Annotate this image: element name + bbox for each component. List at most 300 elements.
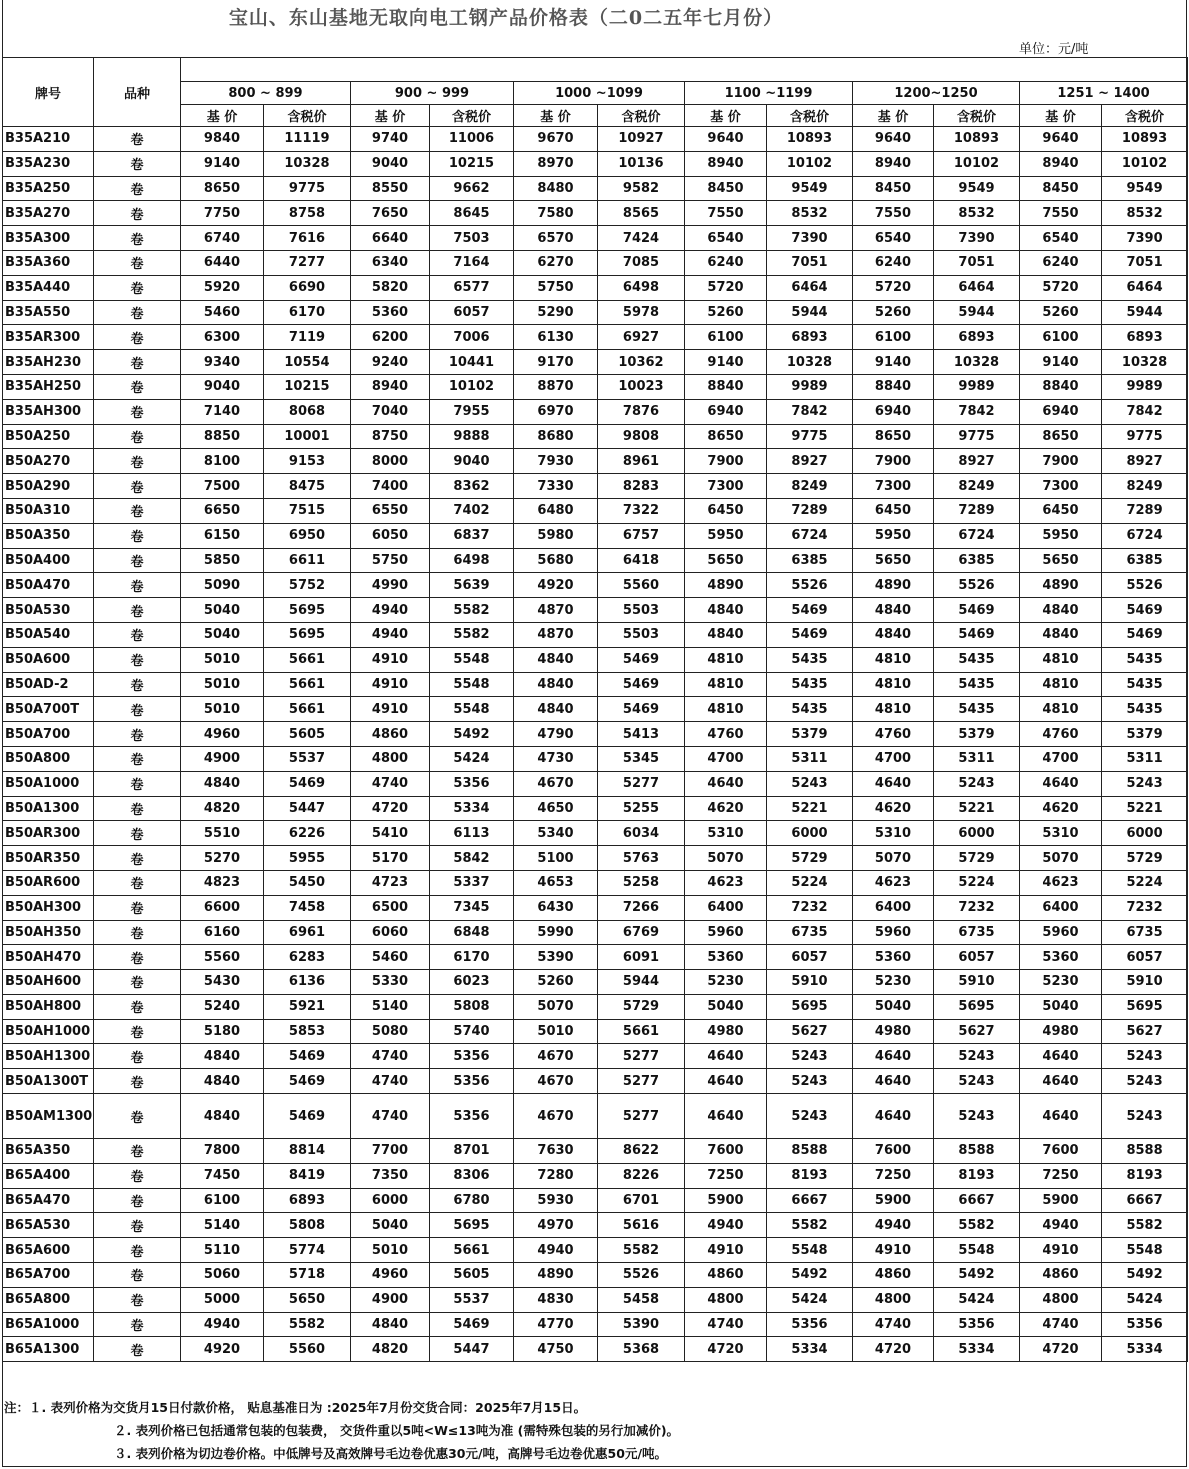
cell-brand: B35A300	[3, 226, 94, 251]
cell-tax-price: 6735	[934, 920, 1020, 945]
header-tax-price: 含税价	[598, 105, 685, 127]
cell-tax-price: 7616	[264, 226, 351, 251]
cell-tax-price: 5435	[1102, 697, 1188, 722]
cell-tax-price: 5356	[430, 1069, 514, 1094]
cell-tax-price: 5526	[934, 573, 1020, 598]
cell-tax-price: 5224	[1102, 870, 1188, 895]
cell-base-price: 4723	[351, 870, 430, 895]
table-row	[3, 1312, 1188, 1337]
cell-base-price: 5010	[181, 647, 264, 672]
cell-tax-price: 6170	[264, 300, 351, 325]
cell-base-price: 4960	[181, 722, 264, 747]
cell-base-price: 5170	[351, 846, 430, 871]
cell-base-price: 6340	[351, 250, 430, 275]
cell-base-price: 5140	[351, 994, 430, 1019]
cell-tax-price: 8645	[430, 201, 514, 226]
cell-tax-price: 5752	[264, 573, 351, 598]
cell-variety: 卷	[94, 771, 181, 796]
header-base-price: 基 价	[853, 105, 934, 127]
cell-tax-price: 6418	[598, 548, 685, 573]
header-base-price: 基 价	[514, 105, 598, 127]
table-row	[3, 250, 1188, 275]
cell-base-price: 4620	[853, 796, 934, 821]
table-row	[3, 821, 1188, 846]
cell-brand: B50A350	[3, 523, 94, 548]
cell-base-price: 5310	[685, 821, 767, 846]
cell-base-price: 5390	[514, 945, 598, 970]
cell-tax-price: 5435	[767, 647, 853, 672]
cell-variety: 卷	[94, 821, 181, 846]
cell-base-price: 4653	[514, 870, 598, 895]
cell-base-price: 6550	[351, 498, 430, 523]
cell-base-price: 6100	[685, 325, 767, 350]
table-row	[3, 1163, 1188, 1188]
header-tax-price: 含税价	[430, 105, 514, 127]
cell-base-price: 5360	[351, 300, 430, 325]
cell-base-price: 6650	[181, 498, 264, 523]
cell-tax-price: 6577	[430, 275, 514, 300]
cell-base-price: 5260	[1020, 300, 1102, 325]
cell-base-price: 7330	[514, 474, 598, 499]
cell-brand: B50AH1300	[3, 1044, 94, 1069]
table-row	[3, 1213, 1188, 1238]
cell-tax-price: 8419	[264, 1163, 351, 1188]
cell-base-price: 9640	[1020, 127, 1102, 152]
cell-base-price: 6200	[351, 325, 430, 350]
cell-base-price: 5950	[853, 523, 934, 548]
cell-tax-price: 5605	[430, 1263, 514, 1288]
header-base-price: 基 价	[351, 105, 430, 127]
cell-brand: B65A700	[3, 1263, 94, 1288]
cell-tax-price: 5435	[934, 672, 1020, 697]
cell-base-price: 5040	[181, 598, 264, 623]
cell-base-price: 9140	[181, 151, 264, 176]
cell-tax-price: 5379	[934, 722, 1020, 747]
cell-tax-price: 5616	[598, 1213, 685, 1238]
cell-tax-price: 8588	[767, 1139, 853, 1164]
cell-tax-price: 5910	[1102, 970, 1188, 995]
cell-base-price: 5680	[514, 548, 598, 573]
cell-base-price: 6540	[853, 226, 934, 251]
cell-tax-price: 5469	[767, 598, 853, 623]
table-row	[3, 399, 1188, 424]
cell-tax-price: 7842	[767, 399, 853, 424]
cell-tax-price: 6170	[430, 945, 514, 970]
cell-tax-price: 5842	[430, 846, 514, 871]
cell-base-price: 4670	[514, 1094, 598, 1139]
cell-tax-price: 7051	[767, 250, 853, 275]
cell-base-price: 4980	[1020, 1019, 1102, 1044]
cell-tax-price: 5729	[598, 994, 685, 1019]
cell-base-price: 5430	[181, 970, 264, 995]
cell-variety: 卷	[94, 1213, 181, 1238]
cell-tax-price: 5379	[1102, 722, 1188, 747]
cell-tax-price: 5379	[767, 722, 853, 747]
cell-tax-price: 5243	[767, 771, 853, 796]
cell-variety: 卷	[94, 945, 181, 970]
cell-base-price: 5720	[1020, 275, 1102, 300]
cell-base-price: 4670	[514, 771, 598, 796]
cell-tax-price: 5582	[264, 1312, 351, 1337]
cell-tax-price: 7503	[430, 226, 514, 251]
cell-base-price: 5750	[351, 548, 430, 573]
cell-base-price: 7250	[1020, 1163, 1102, 1188]
cell-base-price: 9340	[181, 350, 264, 375]
cell-brand: B50AD-2	[3, 672, 94, 697]
notes	[4, 1396, 679, 1465]
cell-base-price: 5110	[181, 1238, 264, 1263]
cell-tax-price: 5695	[767, 994, 853, 1019]
cell-base-price: 4740	[351, 1044, 430, 1069]
header-sub-row	[3, 105, 1188, 127]
cell-base-price: 8940	[853, 151, 934, 176]
header-blank-row	[3, 58, 1188, 82]
cell-brand: B35A250	[3, 176, 94, 201]
cell-tax-price: 7277	[264, 250, 351, 275]
cell-tax-price: 5469	[1102, 598, 1188, 623]
cell-variety: 卷	[94, 1312, 181, 1337]
cell-tax-price: 8306	[430, 1163, 514, 1188]
cell-base-price: 6100	[853, 325, 934, 350]
cell-base-price: 6970	[514, 399, 598, 424]
cell-base-price: 4810	[1020, 697, 1102, 722]
note-1: 注：１. 表列价格为交货月15日付款价格， 贴息基准日为 :2025年7月份交货合同：2025年7月15日。	[4, 1400, 587, 1415]
cell-tax-price: 6385	[767, 548, 853, 573]
cell-tax-price: 10102	[767, 151, 853, 176]
cell-tax-price: 5548	[430, 697, 514, 722]
cell-tax-price: 6000	[934, 821, 1020, 846]
cell-base-price: 4640	[1020, 771, 1102, 796]
cell-base-price: 4860	[351, 722, 430, 747]
cell-base-price: 4920	[514, 573, 598, 598]
cell-tax-price: 5243	[934, 1044, 1020, 1069]
cell-tax-price: 9808	[598, 424, 685, 449]
cell-base-price: 4890	[1020, 573, 1102, 598]
cell-base-price: 5270	[181, 846, 264, 871]
table-row	[3, 647, 1188, 672]
cell-base-price: 9640	[685, 127, 767, 152]
cell-tax-price: 9549	[934, 176, 1020, 201]
cell-base-price: 8450	[1020, 176, 1102, 201]
cell-tax-price: 7289	[934, 498, 1020, 523]
cell-variety: 卷	[94, 870, 181, 895]
cell-base-price: 4810	[685, 647, 767, 672]
cell-base-price: 5040	[853, 994, 934, 1019]
table-row	[3, 1188, 1188, 1213]
cell-tax-price: 6724	[934, 523, 1020, 548]
cell-base-price: 9140	[853, 350, 934, 375]
cell-base-price: 5230	[853, 970, 934, 995]
cell-base-price: 5980	[514, 523, 598, 548]
table-row	[3, 846, 1188, 871]
cell-base-price: 8850	[181, 424, 264, 449]
table-row	[3, 697, 1188, 722]
cell-variety: 卷	[94, 722, 181, 747]
table-row	[3, 895, 1188, 920]
cell-base-price: 6240	[853, 250, 934, 275]
cell-tax-price: 10328	[1102, 350, 1188, 375]
cell-variety: 卷	[94, 796, 181, 821]
cell-tax-price: 6057	[767, 945, 853, 970]
cell-base-price: 4860	[685, 1263, 767, 1288]
cell-base-price: 4960	[351, 1263, 430, 1288]
cell-base-price: 4810	[685, 672, 767, 697]
cell-tax-price: 8532	[767, 201, 853, 226]
cell-tax-price: 5469	[598, 672, 685, 697]
cell-variety: 卷	[94, 895, 181, 920]
cell-brand: B50AH470	[3, 945, 94, 970]
cell-base-price: 5360	[1020, 945, 1102, 970]
cell-tax-price: 5582	[430, 598, 514, 623]
cell-base-price: 4750	[514, 1337, 598, 1362]
cell-tax-price: 8565	[598, 201, 685, 226]
cell-tax-price: 6385	[1102, 548, 1188, 573]
cell-base-price: 4620	[1020, 796, 1102, 821]
cell-tax-price: 5311	[934, 746, 1020, 771]
cell-tax-price: 5243	[1102, 1069, 1188, 1094]
cell-tax-price: 6611	[264, 548, 351, 573]
cell-tax-price: 5345	[598, 746, 685, 771]
cell-base-price: 6150	[181, 523, 264, 548]
cell-tax-price: 6893	[934, 325, 1020, 350]
cell-base-price: 5410	[351, 821, 430, 846]
cell-tax-price: 6667	[934, 1188, 1020, 1213]
cell-tax-price: 10441	[430, 350, 514, 375]
cell-base-price: 5920	[181, 275, 264, 300]
cell-tax-price: 5458	[598, 1287, 685, 1312]
cell-base-price: 4760	[685, 722, 767, 747]
cell-variety: 卷	[94, 523, 181, 548]
cell-variety: 卷	[94, 176, 181, 201]
cell-base-price: 4640	[685, 1044, 767, 1069]
cell-tax-price: 5492	[430, 722, 514, 747]
cell-tax-price: 6950	[264, 523, 351, 548]
cell-tax-price: 5424	[430, 746, 514, 771]
cell-tax-price: 5356	[934, 1312, 1020, 1337]
cell-tax-price: 5435	[1102, 647, 1188, 672]
note-2: ２. 表列价格已包括通常包装的包装费， 交货件重以5吨<W≤13吨为准 (需特殊包装的另行加减价)。	[114, 1423, 680, 1438]
cell-tax-price: 6780	[430, 1188, 514, 1213]
cell-tax-price: 5910	[934, 970, 1020, 995]
cell-base-price: 7550	[685, 201, 767, 226]
cell-tax-price: 7390	[934, 226, 1020, 251]
cell-tax-price: 8362	[430, 474, 514, 499]
header-brand: 牌号	[3, 58, 94, 127]
cell-tax-price: 7390	[1102, 226, 1188, 251]
cell-base-price: 4720	[351, 796, 430, 821]
cell-base-price: 4860	[853, 1263, 934, 1288]
cell-brand: B50A800	[3, 746, 94, 771]
cell-base-price: 4940	[351, 598, 430, 623]
cell-base-price: 6600	[181, 895, 264, 920]
cell-tax-price: 6893	[1102, 325, 1188, 350]
cell-tax-price: 5469	[934, 622, 1020, 647]
cell-base-price: 5230	[685, 970, 767, 995]
cell-base-price: 6540	[1020, 226, 1102, 251]
cell-base-price: 4910	[351, 647, 430, 672]
cell-tax-price: 8193	[934, 1163, 1020, 1188]
cell-variety: 卷	[94, 1069, 181, 1094]
cell-brand: B35AH250	[3, 374, 94, 399]
cell-variety: 卷	[94, 1188, 181, 1213]
cell-tax-price: 5853	[264, 1019, 351, 1044]
cell-tax-price: 9549	[1102, 176, 1188, 201]
table-row	[3, 325, 1188, 350]
cell-tax-price: 8814	[264, 1139, 351, 1164]
table-row	[3, 1238, 1188, 1263]
cell-base-price: 4940	[514, 1238, 598, 1263]
cell-base-price: 4720	[685, 1337, 767, 1362]
cell-base-price: 9170	[514, 350, 598, 375]
table-row	[3, 1337, 1188, 1362]
cell-base-price: 5040	[181, 622, 264, 647]
cell-brand: B50A1000	[3, 771, 94, 796]
cell-tax-price: 5435	[767, 672, 853, 697]
header-tax-price: 含税价	[767, 105, 853, 127]
cell-tax-price: 5492	[1102, 1263, 1188, 1288]
cell-base-price: 4910	[853, 1238, 934, 1263]
cell-base-price: 4620	[685, 796, 767, 821]
cell-base-price: 5900	[685, 1188, 767, 1213]
cell-base-price: 8840	[853, 374, 934, 399]
cell-base-price: 5460	[351, 945, 430, 970]
cell-tax-price: 5492	[767, 1263, 853, 1288]
cell-brand: B50A600	[3, 647, 94, 672]
cell-base-price: 4840	[514, 697, 598, 722]
cell-base-price: 7750	[181, 201, 264, 226]
cell-tax-price: 5469	[598, 647, 685, 672]
cell-base-price: 4720	[1020, 1337, 1102, 1362]
cell-variety: 卷	[94, 1019, 181, 1044]
table-row	[3, 970, 1188, 995]
cell-base-price: 4730	[514, 746, 598, 771]
cell-variety: 卷	[94, 1163, 181, 1188]
header-variety: 品种	[94, 58, 181, 127]
cell-brand: B50A290	[3, 474, 94, 499]
page-title: 宝山、东山基地无取向电工钢产品价格表（二0二五年七月份）	[228, 7, 784, 29]
cell-tax-price: 5243	[767, 1044, 853, 1069]
cell-tax-price: 5661	[598, 1019, 685, 1044]
cell-base-price: 5460	[181, 300, 264, 325]
cell-tax-price: 10102	[934, 151, 1020, 176]
cell-base-price: 5310	[1020, 821, 1102, 846]
cell-tax-price: 5582	[934, 1213, 1020, 1238]
cell-tax-price: 5243	[767, 1094, 853, 1139]
cell-tax-price: 5548	[767, 1238, 853, 1263]
cell-brand: B35A440	[3, 275, 94, 300]
cell-tax-price: 7876	[598, 399, 685, 424]
cell-base-price: 7550	[853, 201, 934, 226]
cell-variety: 卷	[94, 846, 181, 871]
cell-base-price: 7280	[514, 1163, 598, 1188]
cell-tax-price: 7232	[1102, 895, 1188, 920]
header-range-5: 1251 ~ 1400	[1020, 82, 1188, 105]
cell-tax-price: 5808	[430, 994, 514, 1019]
cell-base-price: 8650	[685, 424, 767, 449]
cell-tax-price: 10102	[430, 374, 514, 399]
cell-tax-price: 6961	[264, 920, 351, 945]
cell-base-price: 6940	[853, 399, 934, 424]
cell-tax-price: 10362	[598, 350, 685, 375]
cell-tax-price: 5334	[767, 1337, 853, 1362]
cell-base-price: 6050	[351, 523, 430, 548]
cell-base-price: 5090	[181, 573, 264, 598]
cell-base-price: 4840	[685, 622, 767, 647]
cell-tax-price: 11119	[264, 127, 351, 152]
cell-tax-price: 5334	[934, 1337, 1020, 1362]
cell-tax-price: 8532	[1102, 201, 1188, 226]
cell-variety: 卷	[94, 250, 181, 275]
cell-brand: B50A700T	[3, 697, 94, 722]
cell-base-price: 6450	[1020, 498, 1102, 523]
table-row	[3, 226, 1188, 251]
cell-base-price: 4670	[514, 1069, 598, 1094]
table-row	[3, 201, 1188, 226]
cell-tax-price: 5334	[1102, 1337, 1188, 1362]
cell-variety: 卷	[94, 746, 181, 771]
cell-tax-price: 5944	[598, 970, 685, 995]
cell-base-price: 4823	[181, 870, 264, 895]
cell-tax-price: 7390	[767, 226, 853, 251]
cell-variety: 卷	[94, 920, 181, 945]
cell-base-price: 5040	[1020, 994, 1102, 1019]
cell-base-price: 8650	[853, 424, 934, 449]
cell-base-price: 5010	[351, 1238, 430, 1263]
cell-variety: 卷	[94, 474, 181, 499]
cell-base-price: 4990	[351, 573, 430, 598]
cell-tax-price: 6136	[264, 970, 351, 995]
price-table-body	[3, 58, 1188, 1362]
cell-tax-price: 5469	[430, 1312, 514, 1337]
header-range-0: 800 ~ 899	[181, 82, 351, 105]
cell-brand: B50A400	[3, 548, 94, 573]
cell-brand: B50A530	[3, 598, 94, 623]
cell-variety: 卷	[94, 300, 181, 325]
cell-tax-price: 9989	[934, 374, 1020, 399]
cell-base-price: 6440	[181, 250, 264, 275]
cell-tax-price: 5311	[767, 746, 853, 771]
cell-base-price: 4640	[853, 1094, 934, 1139]
cell-variety: 卷	[94, 1287, 181, 1312]
cell-base-price: 5040	[351, 1213, 430, 1238]
cell-tax-price: 7232	[767, 895, 853, 920]
cell-base-price: 4890	[685, 573, 767, 598]
cell-tax-price: 5277	[598, 1044, 685, 1069]
cell-brand: B50AR600	[3, 870, 94, 895]
cell-variety: 卷	[94, 1337, 181, 1362]
cell-base-price: 4840	[514, 647, 598, 672]
cell-base-price: 7350	[351, 1163, 430, 1188]
cell-tax-price: 5627	[767, 1019, 853, 1044]
cell-base-price: 5960	[1020, 920, 1102, 945]
cell-base-price: 4940	[181, 1312, 264, 1337]
cell-tax-price: 8758	[264, 201, 351, 226]
cell-tax-price: 10102	[1102, 151, 1188, 176]
cell-base-price: 5010	[181, 672, 264, 697]
header-base-price: 基 价	[1020, 105, 1102, 127]
cell-tax-price: 5921	[264, 994, 351, 1019]
cell-tax-price: 6057	[430, 300, 514, 325]
cell-tax-price: 7322	[598, 498, 685, 523]
cell-variety: 卷	[94, 1094, 181, 1139]
cell-base-price: 9840	[181, 127, 264, 152]
cell-tax-price: 5537	[430, 1287, 514, 1312]
cell-tax-price: 8927	[767, 449, 853, 474]
cell-base-price: 4980	[853, 1019, 934, 1044]
cell-variety: 卷	[94, 622, 181, 647]
cell-base-price: 5930	[514, 1188, 598, 1213]
table-row	[3, 722, 1188, 747]
